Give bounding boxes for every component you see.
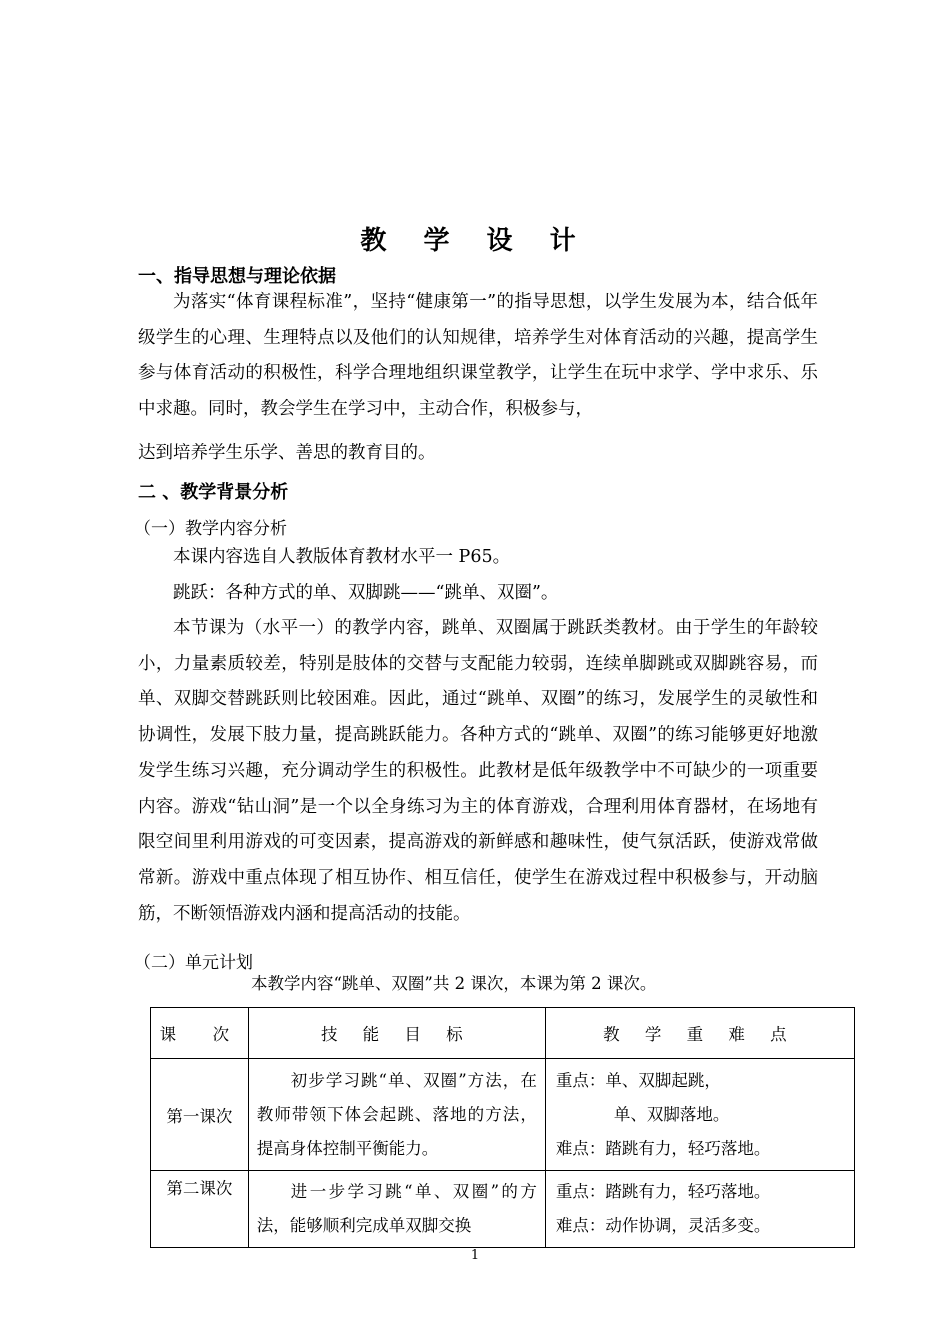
- goal-text: 初步学习跳“单、双圈”方法，在教师带领下体会起跳、落地的方法，提高身体控制平衡能力。: [256, 1070, 537, 1158]
- goal-cell: [248, 1059, 545, 1171]
- goal-text: 进一步学习跳“单、双圈”的方法，能够顺利完成单双脚交换: [256, 1182, 537, 1235]
- section1-heading: 一、指导思想与理论依据: [138, 266, 336, 287]
- key-point-1: 单、双脚起跳，: [605, 1070, 721, 1090]
- unit-plan-table: [150, 1007, 855, 1248]
- key-point-2: 单、双脚落地。: [613, 1104, 730, 1124]
- page-number: 1: [470, 1248, 480, 1263]
- header-skill-goal: 技 能 目 标: [248, 1008, 545, 1059]
- section1-paragraph-end: 达到培养学生乐学、善思的教育目的。: [138, 443, 436, 463]
- keypoints-cell: [545, 1059, 854, 1171]
- key-label: 重点：: [555, 1070, 606, 1090]
- content-source-line: 本课内容选自人教版体育教材水平一 P65。: [173, 547, 511, 567]
- subsection-unit-plan: （二）单元计划: [134, 953, 253, 973]
- keypoints-block: [546, 1060, 854, 1170]
- lesson-cell: 第一课次: [151, 1059, 249, 1171]
- section1-paragraph: 为落实“体育课程标准”，坚持“健康第一”的指导思想，以学生发展为本，结合低年级学生的心理、生理特点以及他们的认知规律，培养学生对体育活动的兴趣，提高学生参与体育活动的积极性，科学合理地组织课堂教学，让学生在玩中求学、学中求乐、乐中求趣。同时，教会学生在学习中，主动合作，积极参与，: [138, 292, 818, 420]
- content-analysis-paragraph: 本节课为（水平一）的教学内容，跳单、双圈属于跳跃类教材。由于学生的年龄较小，力量素质较差，特别是肢体的交替与支配能力较弱，连续单脚跳或双脚跳容易，而单、双脚交替跳跃则比较困难。因此，通过“跳单、双圈”的练习，发展学生的灵敏性和协调性，发展下肢力量，提高跳跃能力。各种方式的“跳单、双圈”的练习能够更好地激发学生练习兴趣，充分调动学生的积极性。此教材是低年级教学中不可缺少的一项重要内容。游戏“钻山洞”是一个以全身练习为主的体育游戏，合理利用体育器材，在场地有限空间里利用游戏的可变因素，提高游戏的新鲜感和趣味性，使气氛活跃，使游戏常做常新。游戏中重点体现了相互协作、相互信任，使学生在游戏过程中积极参与，开动脑筋，不断领悟游戏内涵和提高活动的技能。: [138, 618, 818, 924]
- keypoints-block: [546, 1171, 854, 1247]
- header-lesson: 课 次: [151, 1008, 249, 1059]
- document-title: 教 学 设 计: [360, 226, 590, 256]
- key-label: 重点：: [555, 1182, 606, 1201]
- unit-plan-intro: 本教学内容“跳单、双圈”共 2 课次，本课为第 2 课次。: [251, 974, 657, 993]
- table-header-row: [151, 1008, 855, 1059]
- subsection-content-analysis: （一）教学内容分析: [134, 519, 287, 539]
- key-point-1: 踏跳有力，轻巧落地。: [605, 1182, 771, 1201]
- content-topic-line: 跳跃：各种方式的单、双脚跳——“跳单、双圈”。: [173, 583, 559, 603]
- goal-cell: [248, 1171, 545, 1248]
- keypoints-cell: [545, 1171, 854, 1248]
- header-key-points: 教 学 重 难 点: [545, 1008, 854, 1059]
- difficulty-point: 动作协调，灵活多变。: [605, 1216, 771, 1235]
- difficulty-label: 难点：: [555, 1216, 606, 1235]
- lesson-cell: 第二课次: [151, 1171, 249, 1248]
- table-row: [151, 1171, 855, 1248]
- table-row: [151, 1059, 855, 1171]
- difficulty-label: 难点：: [555, 1138, 606, 1158]
- section2-heading: 二 、教学背景分析: [138, 482, 289, 503]
- difficulty-point: 踏跳有力，轻巧落地。: [605, 1138, 771, 1158]
